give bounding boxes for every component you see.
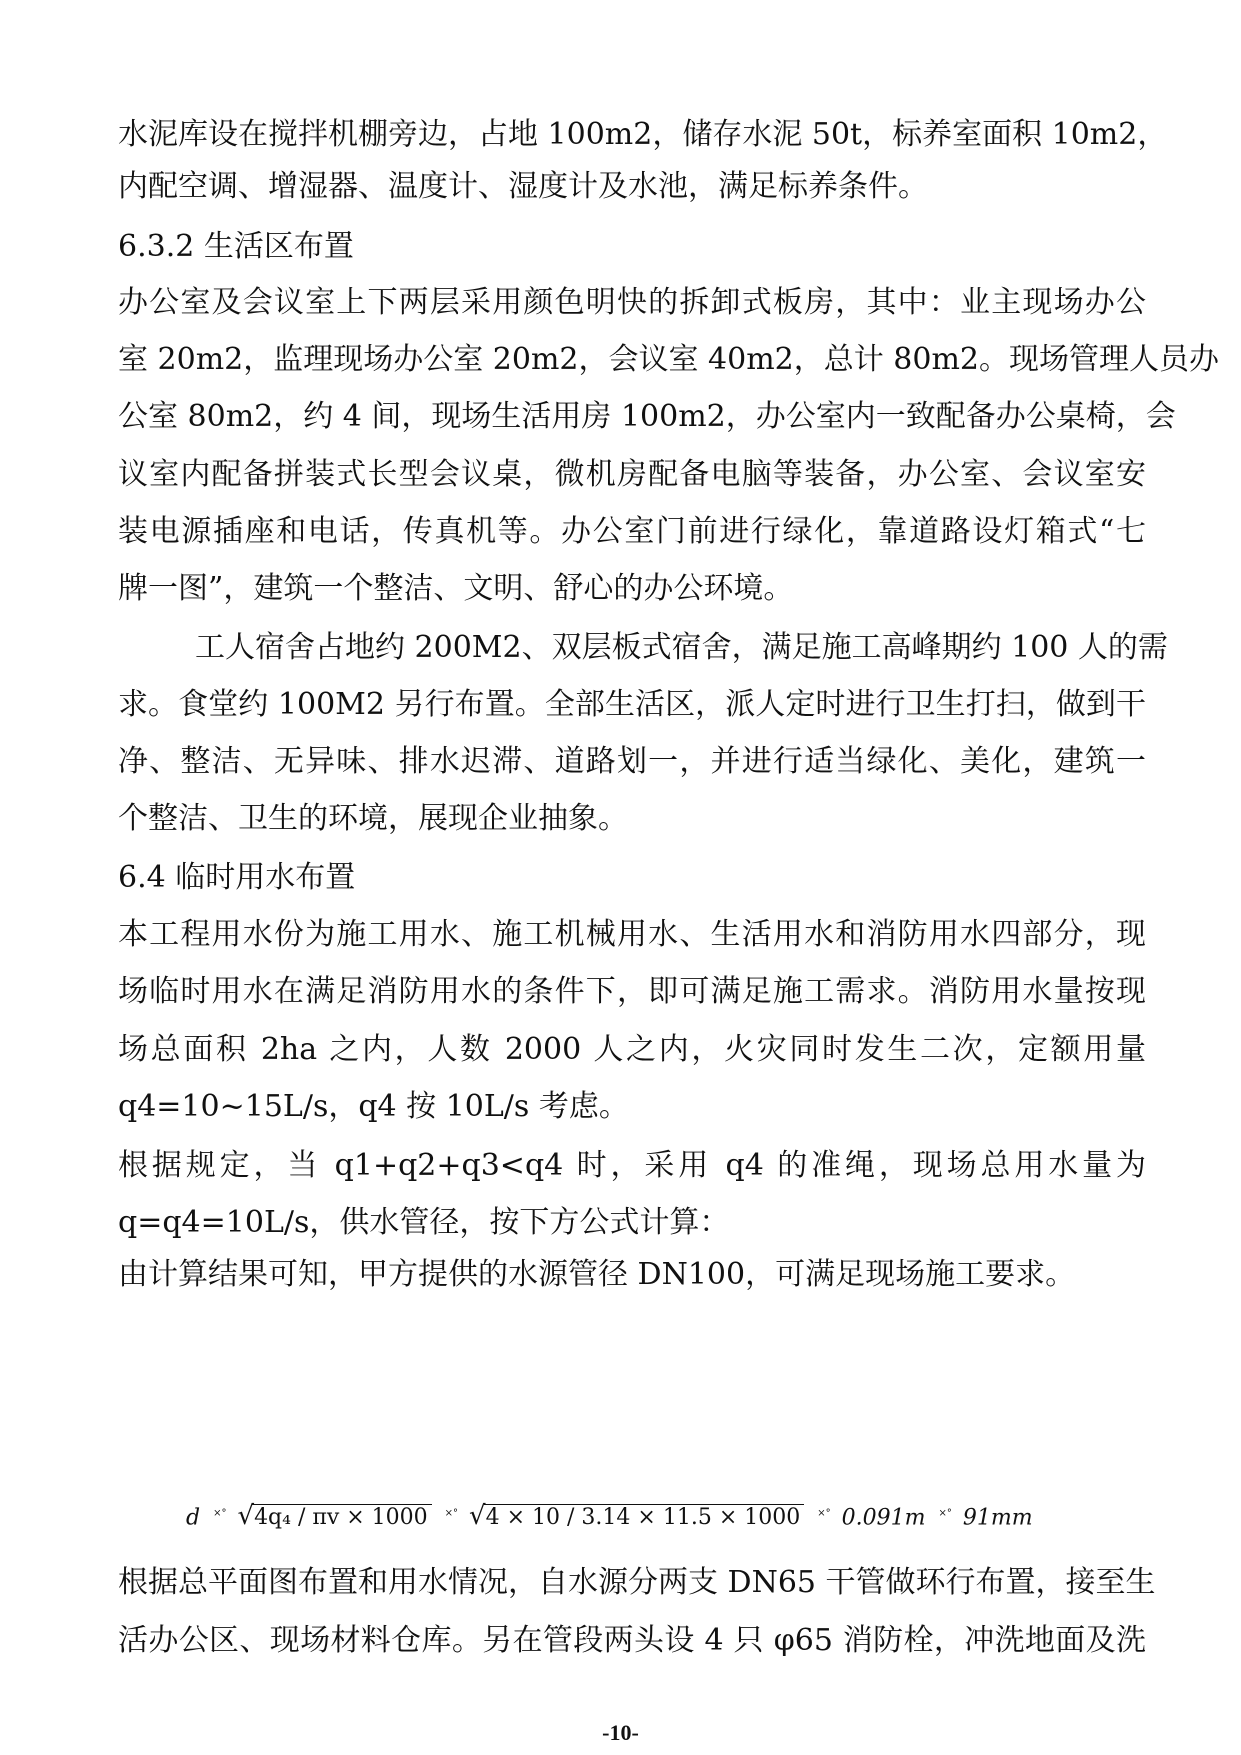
paragraph-line: 牌一图”，建筑一个整洁、文明、舒心的办公环境。 bbox=[118, 571, 794, 606]
paragraph-line: 求。食堂约 100M2 另行布置。全部生活区，派人定时进行卫生打扫，做到干 bbox=[118, 687, 1146, 722]
paragraph-line: 办公室及会议室上下两层采用颜色明快的拆卸式板房，其中：业主现场办公 bbox=[118, 285, 1146, 320]
paragraph-line: 场总面积 2ha 之内，人数 2000 人之内，火灾同时发生二次，定额用量 bbox=[118, 1032, 1146, 1067]
pipe-diameter-formula bbox=[186, 1494, 1033, 1534]
formula-sqrt-1: 4q₄ / πv × 1000 bbox=[252, 1504, 432, 1531]
sqrt-icon: √ bbox=[237, 1501, 255, 1532]
paragraph-line: 装电源插座和电话，传真机等。办公室门前进行绿化，靠道路设灯箱式“七 bbox=[118, 514, 1146, 549]
paragraph-line: 工人宿舍占地约 200M2、双层板式宿舍，满足施工高峰期约 100 人的需 bbox=[195, 630, 1168, 665]
paragraph-line: 室 20m2，监理现场办公室 20m2，会议室 40m2，总计 80m2。现场管理人员办 bbox=[118, 342, 1219, 377]
approx-symbol: ×° bbox=[213, 1508, 227, 1519]
paragraph-line: 场临时用水在满足消防用水的条件下，即可满足施工需求。消防用水量按现 bbox=[118, 974, 1146, 1009]
paragraph-line: 个整洁、卫生的环境，展现企业抽象。 bbox=[118, 801, 628, 836]
paragraph-line: 内配空调、增湿器、温度计、湿度计及水池，满足标养条件。 bbox=[118, 169, 928, 204]
paragraph-line: 根据规定，当 q1+q2+q3<q4 时，采用 q4 的准绳，现场总用水量为 bbox=[118, 1148, 1146, 1183]
approx-symbol: ×° bbox=[444, 1508, 459, 1519]
paragraph-line: 由计算结果可知，甲方提供的水源管径 DN100，可满足现场施工要求。 bbox=[118, 1257, 1076, 1292]
approx-symbol: ×° bbox=[817, 1508, 831, 1519]
formula-lhs: d bbox=[186, 1505, 201, 1531]
section-heading: 6.3.2 生活区布置 bbox=[118, 229, 354, 264]
paragraph-line: q=q4=10L/s，供水管径，按下方公式计算： bbox=[118, 1205, 730, 1240]
paragraph-line: 公室 80m2，约 4 间，现场生活用房 100m2，办公室内一致配备办公桌椅，会 bbox=[118, 399, 1176, 434]
paragraph-line: 净、整洁、无异味、排水迟滞、道路划一，并进行适当绿化、美化，建筑一 bbox=[118, 744, 1146, 779]
paragraph-line: 议室内配备拼装式长型会议桌，微机房配备电脑等装备，办公室、会议室安 bbox=[118, 457, 1146, 492]
paragraph-line: 活办公区、现场材料仓库。另在管段两头设 4 只 φ65 消防栓，冲洗地面及洗 bbox=[118, 1623, 1146, 1658]
formula-result-2: 91mm bbox=[962, 1505, 1033, 1531]
approx-symbol: ×° bbox=[938, 1508, 952, 1519]
section-heading: 6.4 临时用水布置 bbox=[118, 860, 356, 895]
sqrt-icon: √ bbox=[469, 1501, 486, 1532]
paragraph-line: q4=10~15L/s，q4 按 10L/s 考虑。 bbox=[118, 1089, 629, 1124]
formula-sqrt-2: 4 × 10 / 3.14 × 11.5 × 1000 bbox=[484, 1504, 805, 1531]
paragraph-line: 根据总平面图布置和用水情况，自水源分两支 DN65 干管做环行布置，接至生 bbox=[118, 1565, 1156, 1600]
paragraph-line: 水泥库设在搅拌机棚旁边，占地 100m2，储存水泥 50t，标养室面积 10m2， bbox=[118, 117, 1168, 152]
page-number: -10- bbox=[602, 1720, 639, 1745]
paragraph-line: 本工程用水份为施工用水、施工机械用水、生活用水和消防用水四部分，现 bbox=[118, 917, 1146, 952]
formula-result-1: 0.091m bbox=[841, 1505, 926, 1531]
